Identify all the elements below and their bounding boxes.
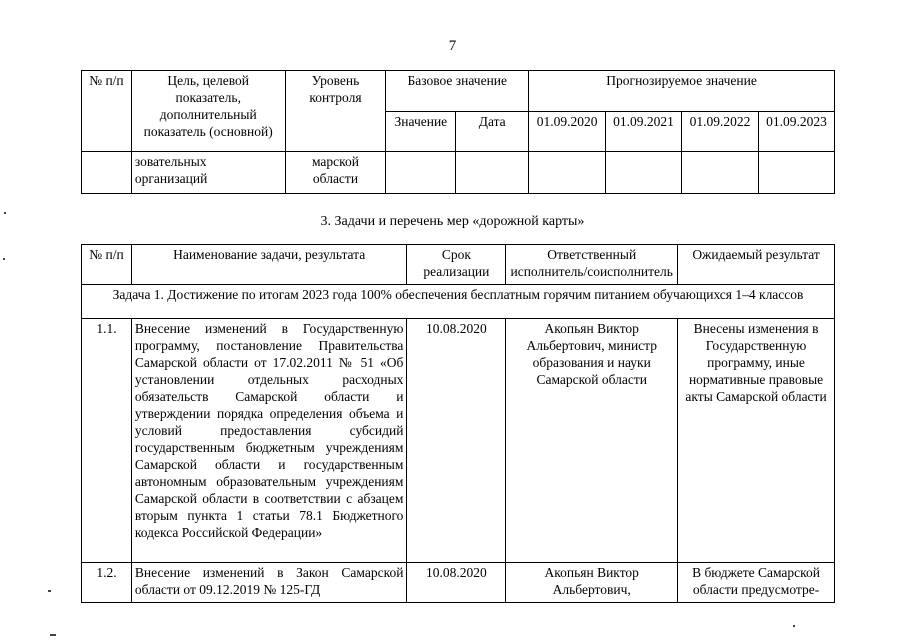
row-result: В бюджете Самарской области предусмотре-	[678, 563, 835, 603]
header-goal: Цель, целевой показатель, дополнительный показатель (основной)	[131, 71, 285, 152]
row-result: Внесены изменения в Государственную программу, иные нормативные правовые акты Самарской области	[678, 319, 835, 563]
row-responsible: Акопьян Виктор Альбертович,	[506, 563, 678, 603]
roadmap-table	[81, 244, 835, 603]
header-level: Уровень контроля	[285, 71, 386, 152]
header-name: Наименование задачи, результата	[131, 245, 407, 285]
scan-mark	[3, 258, 5, 260]
scan-mark	[50, 634, 56, 636]
scan-mark	[4, 212, 6, 214]
row-num: 1.2.	[82, 563, 132, 603]
header-forecast: Прогнозируемое значение	[529, 71, 835, 112]
header-num: № п/п	[82, 71, 132, 152]
indicators-table	[81, 70, 835, 194]
section-title: 3. Задачи и перечень мер «дорожной карты»	[320, 214, 585, 229]
header-result: Ожидаемый результат	[678, 245, 835, 285]
row-name: Внесение изменений в Закон Самарской области от 09.12.2019 № 125-ГД	[131, 563, 407, 603]
header-base: Базовое значение	[386, 71, 529, 112]
header-2020: 01.09.2020	[529, 112, 606, 152]
scan-mark	[793, 625, 795, 627]
row-goal: зовательных организаций	[131, 152, 285, 194]
page-number: 7	[448, 38, 457, 54]
header-responsible: Ответственный исполнитель/соисполнитель	[506, 245, 678, 285]
header-date: Дата	[456, 112, 529, 152]
row-name: Внесение изменений в Государственную программу, постановление Правительства Самарской области от 17.02.2011 № 51 «Об установлении отдельных расходных обязательств Самарской области и утверждении порядка определения объема и условий предоставления субсидий государственным бюджетным учреждениям Самарской области и государственным автономным образовательным учреждениям Самарской области в соответствии с абзацем вторым пункта 1 статьи 78.1 Бюджетного кодекса Российской Федерации»	[131, 319, 407, 563]
row-level: марской области	[285, 152, 386, 194]
row-deadline: 10.08.2020	[407, 563, 506, 603]
row-responsible: Акопьян Виктор Альбертович, министр образования и науки Самарской области	[506, 319, 678, 563]
task-1-title: Задача 1. Достижение по итогам 2023 года 100% обеспечения бесплатным горячим питанием обучающихся 1–4 классов	[82, 285, 835, 319]
header-2022: 01.09.2022	[682, 112, 759, 152]
row-num	[82, 152, 132, 194]
header-value: Значение	[386, 112, 456, 152]
header-2021: 01.09.2021	[606, 112, 682, 152]
scan-mark	[48, 590, 51, 592]
header-2023: 01.09.2023	[758, 112, 834, 152]
row-num: 1.1.	[82, 319, 132, 563]
row-deadline: 10.08.2020	[407, 319, 506, 563]
header-num: № п/п	[82, 245, 132, 285]
header-deadline: Срок реализации	[407, 245, 506, 285]
